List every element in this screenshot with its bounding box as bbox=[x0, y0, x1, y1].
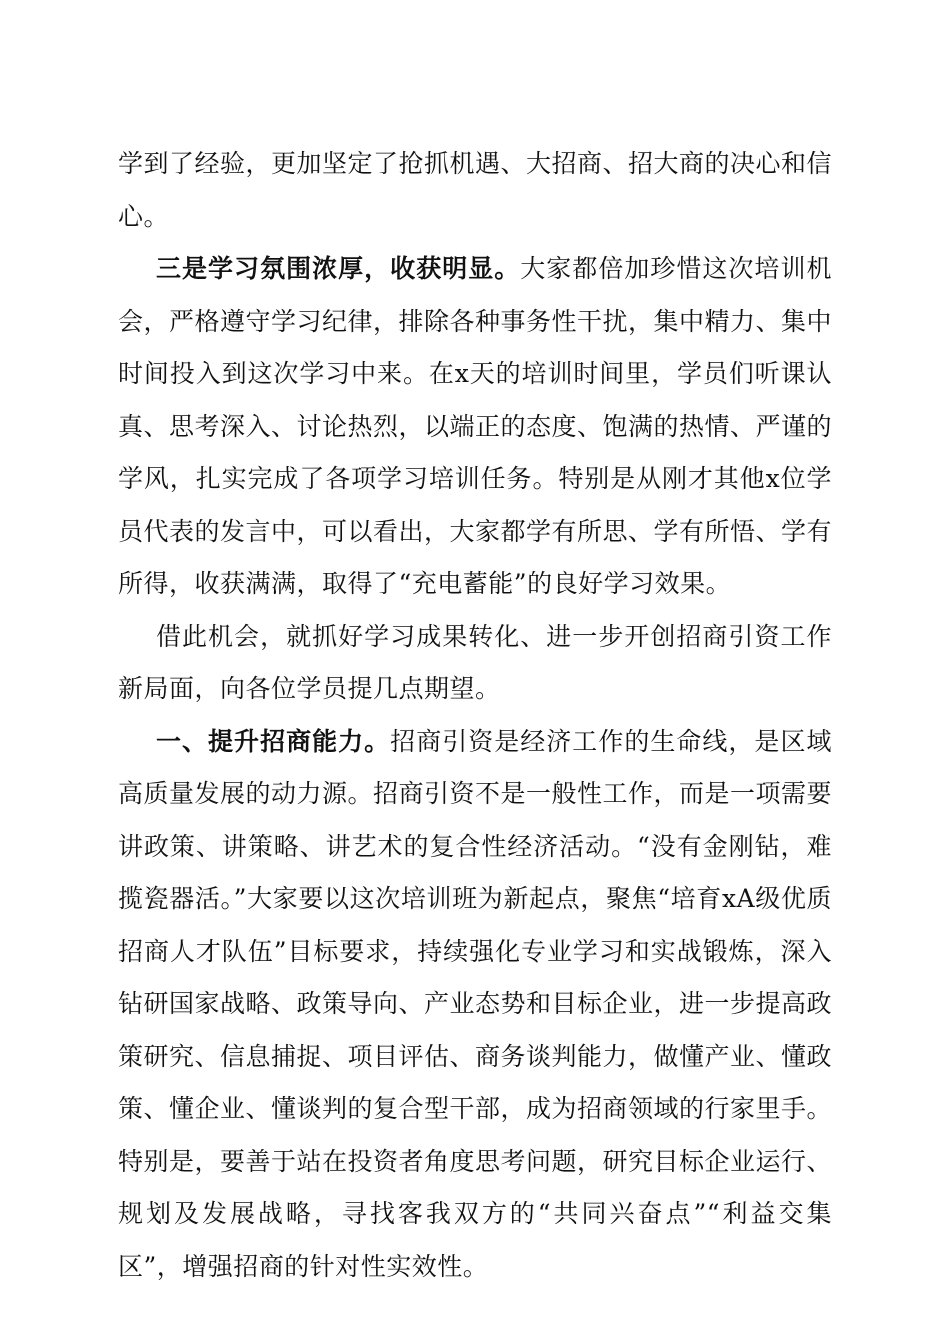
paragraph-expectations-intro bbox=[118, 611, 832, 716]
paragraph-text: 招商引资是经济工作的生命线，是区域高质量发展的动力源。招商引资不是一般性工作，而是一项需要讲政策、讲策略、讲艺术的复合性经济活动。“没有金刚钻，难揽瓷器活。”大家要以这次培训班为新起点，聚焦“培育xA级优质招商人才队伍”目标要求，持续强化专业学习和实战锻炼，深入钻研国家战略、政策导向、产业态势和目标企业，进一步提高政策研究、信息捕捉、项目评估、商务谈判能力，做懂产业、懂政策、懂企业、懂谈判的复合型干部，成为招商领域的行家里手。特别是，要善于站在投资者角度思考问题，研究目标企业运行、规划及发展战略，寻找客我双方的“共同兴奋点”“利益交集区”，增强招商的针对性实效性。 bbox=[118, 726, 833, 1281]
paragraph-learning-atmosphere bbox=[118, 243, 832, 611]
section-heading: 一、提升招商能力。 bbox=[156, 726, 391, 756]
paragraph-text: 大家都倍加珍惜这次培训机会，严格遵守学习纪律，排除各种事务性干扰，集中精力、集中时间投入到这次学习中来。在x天的培训时间里，学员们听课认真、思考深入、讨论热烈，以端正的态度、饱满的热情、严谨的学风，扎实完成了各项学习培训任务。特别是从刚才其他x位学员代表的发言中，可以看出，大家都学有所思、学有所悟、学有所得，收获满满，取得了“充电蓄能”的良好学习效果。 bbox=[118, 254, 833, 598]
paragraph-lead-heading: 三是学习氛围浓厚，收获明显。 bbox=[156, 254, 521, 283]
document-body bbox=[118, 138, 832, 1293]
paragraph-improve-ability bbox=[118, 716, 832, 1294]
paragraph-continuation bbox=[118, 138, 832, 243]
paragraph-text: 借此机会，就抓好学习成果转化、进一步开创招商引资工作新局面，向各位学员提几点期望。 bbox=[118, 621, 832, 703]
paragraph-text: 学到了经验，更加坚定了抢抓机遇、大招商、招大商的决心和信心。 bbox=[118, 149, 833, 231]
